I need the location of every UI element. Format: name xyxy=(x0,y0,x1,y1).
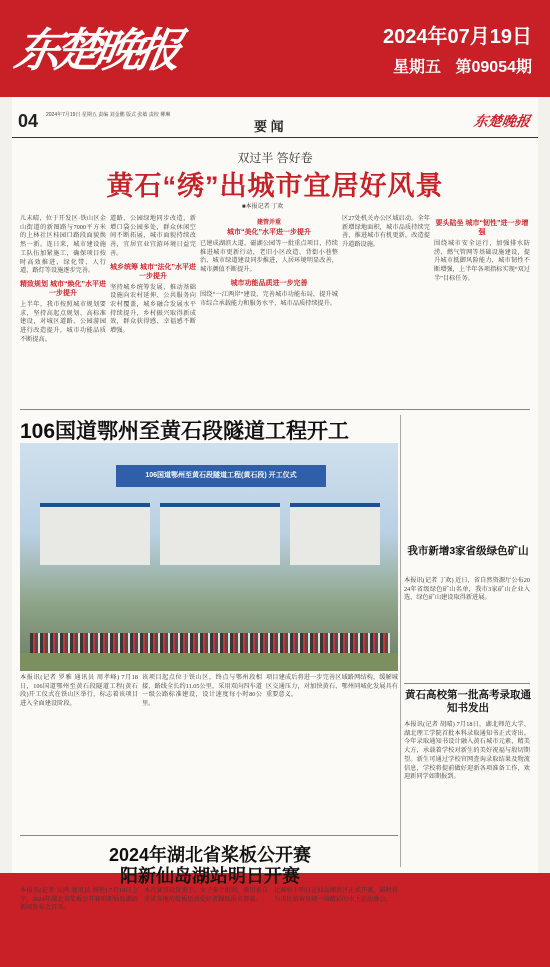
contest-headline-line-2[interactable]: 阳新仙岛湖站明日开赛 xyxy=(120,866,300,886)
sidebar-body-1: 本报讯(记者 丁欢) 近日，省自然资源厅公布2024年省级绿色矿山名单，我市3家矿山企业入选，绿色矿山建设取得新进展。 xyxy=(404,577,530,602)
lead-paragraph: 区27处机关办公区域启动。全年新增绿地面积，城市品质持续完善，推进城市有机更新，改造提升道路设施。 xyxy=(342,215,430,249)
photo-crowd xyxy=(30,633,390,653)
page-logo: 东楚晚报 xyxy=(472,114,532,130)
issue-date: 2024年07月19日 xyxy=(383,26,532,48)
lead-paragraph: 已建成湖滨大道、磁湖公园等一批重点项目，持续推进城市更新行动，老旧小区改造、背街小巷整治、城市绿道建设同步推进，人居环境明显改善，城市颜值不断提升。 xyxy=(200,240,338,274)
lead-headline[interactable]: 黄石“绣”出城市宜居好风景 xyxy=(106,171,444,201)
contest-column-2: 本次赛事设置男子、女子多个组别，吸引来自全省各地的桨板运动爱好者踊跃报名参赛。 xyxy=(144,887,268,903)
photo-banner: 106国道鄂州至黄石段隧道工程(黄石段) 开工仪式 xyxy=(116,465,326,487)
lead-paragraph: 上半年，我市按照城市规划要求，坚持高起点规划、高标准建设，对城区道路、公园游园进行改造提升，城市功能品质不断提高。 xyxy=(20,300,106,343)
page-sheet xyxy=(12,97,538,912)
photo-tent xyxy=(40,503,150,565)
lead-subhead-1: 精致规划 城市“焕化”水平进一步提升 xyxy=(20,280,106,297)
lead-subhead-5: 要头陆坐 城市“韧性”进一步增强 xyxy=(435,220,529,236)
sidebar-headline-2[interactable]: 黄石高校第一批高考录取通知书发出 xyxy=(405,689,531,714)
sidebar-headline-1[interactable]: 我市新增3家省级绿色矿山 xyxy=(407,545,529,557)
photo-ground xyxy=(20,653,398,671)
page-meta: 2024年7月19日 星期五 责编 刘金鹏 版式 张敏 责校 柳琳 xyxy=(46,112,171,118)
issue-weekday-number xyxy=(393,54,532,77)
lead-subhead-3-top: 建管并重 xyxy=(256,220,281,226)
lead-subhead-3 xyxy=(200,219,338,237)
lead-paragraph: 围绕城市安全运行，加强排水防涝、燃气管网等基础设施建设，提升城市抵御风险能力，城市韧性不断增强，上半年各项指标实现“双过半”目标任务。 xyxy=(434,240,530,282)
column-divider xyxy=(400,415,401,867)
weekday: 星期五 xyxy=(393,59,442,76)
lead-subhead-3-main: 城市“美化”水平进一步提升 xyxy=(227,229,311,236)
divider xyxy=(20,835,398,836)
contest-column-3: 比赛将于明日在仙岛湖景区正式开赛，届时将为市民游客呈现一场精彩的水上运动盛会。 xyxy=(274,887,398,903)
sidebar-body-2: 本报讯(记者 胡晴) 7月18日，湖北师范大学、湖北理工学院首批本科录取通知书正式寄出。今年录取通知书设计融入黄石城市元素，精美大方，承载着学校对新生的美好祝福与殷切期望。新生可通过学校官网查询录取结果及物流信息，学校将提前做好迎新各项准备工作，欢迎新同学如期报到。 xyxy=(404,721,530,781)
lead-paragraph: 坚持城乡统筹发展，推动基础设施向农村延伸、公共服务向农村覆盖，城乡融合发展水平持续提升，乡村振兴取得新成效，群众获得感、幸福感不断增强。 xyxy=(110,283,196,335)
running-head xyxy=(12,97,538,138)
lead-kicker: 双过半 答好卷 xyxy=(237,151,313,165)
divider xyxy=(404,683,530,684)
photo-tent xyxy=(160,503,280,565)
tunnel-headline[interactable]: 106国道鄂州至黄石段隧道工程开工 xyxy=(20,420,350,443)
contest-column-1: 本报讯(记者 吴鸿 通讯员 刘艳) 7月19日上午，2024年湖北省桨板公开赛阳新仙岛湖站新闻发布会召开。 xyxy=(20,887,138,912)
lead-paragraph: 儿未晴，位于开发区·铁山区金山街道的新图路与7000平方米的上林社区桂园口路段面貌焕然一新。连日来，城市建设施工队伍加紧施工，确保项目按时高效推进，绿化带、人行道、路灯等设施逐步完善。 xyxy=(20,215,106,275)
lead-column-5 xyxy=(434,215,530,463)
masthead-logo: 东楚晚报 xyxy=(10,23,181,77)
app-header xyxy=(0,0,550,90)
lead-paragraph: 围绕“一江两岸”建设，完善城市功能布局，提升城市综合承载能力和服务水平，城市品质持续提升。 xyxy=(200,290,338,307)
lead-paragraph: 道路、公园绿地同步改造，新增口袋公园多处，群众休闲空间不断拓展，城市面貌持续改善，宜居宜业宜游环境日益完善。 xyxy=(110,215,196,257)
contest-headline-line-1[interactable]: 2024年湖北省桨板公开赛 xyxy=(108,845,312,865)
section-title: 要 闻 xyxy=(254,119,284,134)
lead-byline: ■本报记者 丁欢 xyxy=(242,204,284,210)
lead-subhead-4: 城市功能品质进一步完善 xyxy=(230,279,308,287)
tunnel-column-1: 本报讯(记者 罗雅 通讯员 周孝峰) 7月18日，106国道鄂州至黄石段隧道工程(黄石段)开工仪式在铁山区举行，标志着该项目进入全面建设阶段。 xyxy=(20,674,138,708)
page-number: 04 xyxy=(18,111,39,131)
newspaper-page[interactable] xyxy=(0,97,550,912)
issue-number: 第09054期 xyxy=(455,59,532,76)
groundbreaking-photo[interactable] xyxy=(20,443,398,671)
lead-subhead-2: 城乡统筹 城市“法化”水平进一步提升 xyxy=(110,263,196,280)
tunnel-column-3: 项目建成后将进一步完善区域路网结构，缓解城区交通压力，对加快黄石、鄂州同城化发展具有重要意义。 xyxy=(266,674,398,699)
tunnel-column-2: 该项目起点位于铁山区，终点与鄂州段相接，路线全长约11.05公里，采用双向四车道一级公路标准建设，设计速度每小时80公里。 xyxy=(142,674,262,708)
photo-tent xyxy=(290,503,380,565)
divider xyxy=(20,409,530,410)
